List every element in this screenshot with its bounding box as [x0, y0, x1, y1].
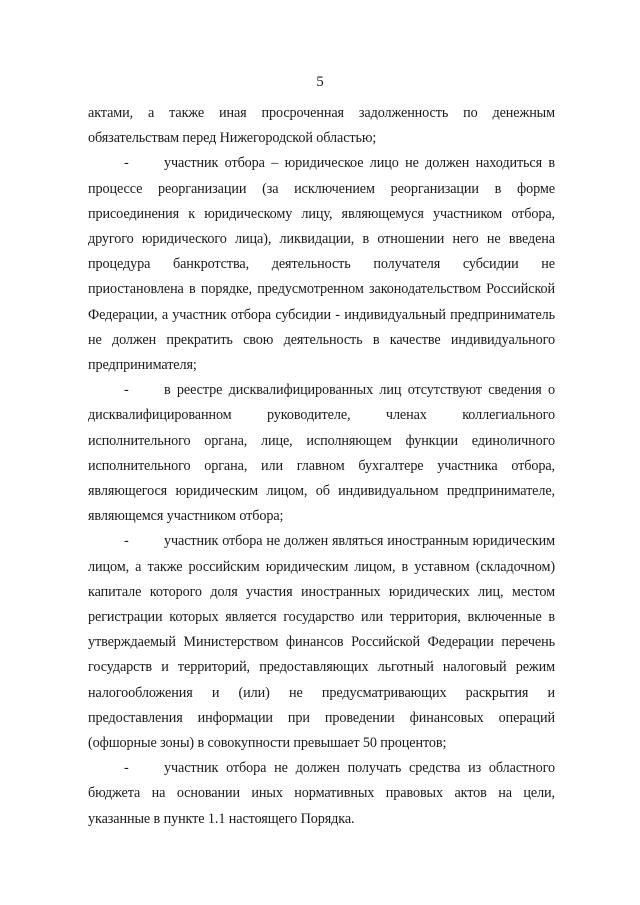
list-item	[88, 529, 555, 756]
paragraph-text: актами, а также иная просроченная задолженность по денежным обязательствам перед Нижегородской областью;	[88, 105, 555, 147]
list-item-marker: -	[124, 155, 129, 172]
list-item-marker: -	[124, 382, 129, 399]
list-item	[88, 756, 555, 832]
list-item-marker: -	[124, 760, 129, 777]
list-item-text: участник отбора – юридическое лицо не должен находиться в процессе реорганизации (за исключением реорганизации в форме присоединения к юридическому лицу, являющемуся участником отбора, другого юридического лица), ликвидации, в отношении него не введена процедура банкротства, деятельность получателя субсидии не приостановлена в порядке, предусмотренном законодательством Российской Федерации, а участник отбора субсидии - индивидуальный предприниматель не должен прекратить свою деятельность в качестве индивидуального предпринимателя;	[88, 155, 555, 374]
list-item-text: в реестре дисквалифицированных лиц отсутствуют сведения о дисквалифицированном руководителе, членах коллегиального исполнительного органа, лице, исполняющем функции единоличного исполнительного органа, или главном бухгалтере участника отбора, являющегося юридическим лицом, об индивидуальном предпринимателе, являющемся участником отбора;	[88, 382, 555, 525]
list-item-text: участник отбора не должен являться иностранным юридическим лицом, а также российским юридическим лицом, в уставном (складочном) капитале которого доля участия иностранных юридических лиц, местом регистрации которых является государство или территория, включенные в утверждаемый Министерством финансов Российской Федерации перечень государств и территорий, предоставляющих льготный налоговый режим налогообложения и (или) не предусматривающих раскрытия и предоставления информации при проведении финансовых операций (офшорные зоны) в совокупности превышает 50 процентов;	[88, 533, 555, 752]
document-body	[88, 101, 555, 832]
paragraph-continuation	[88, 101, 555, 151]
list-item	[88, 378, 555, 529]
page-number: 5	[316, 74, 324, 90]
list-item	[88, 151, 555, 378]
list-item-text: участник отбора не должен получать средства из областного бюджета на основании иных нормативных правовых актов на цели, указанные в пункте 1.1 настоящего Порядка.	[88, 760, 555, 827]
list-item-marker: -	[124, 533, 129, 550]
